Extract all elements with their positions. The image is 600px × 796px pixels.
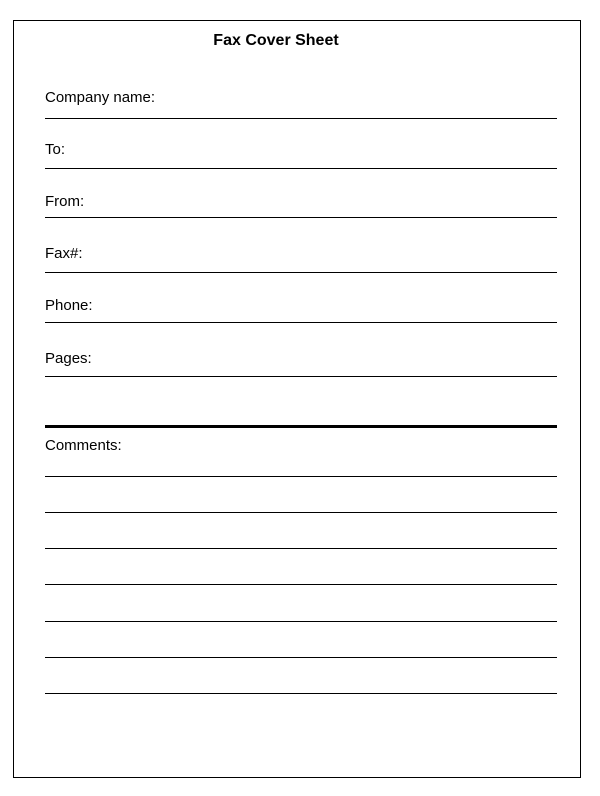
phone-line[interactable] [45,322,557,323]
comment-line[interactable] [45,584,557,585]
to-label: To: [45,141,66,158]
phone-label: Phone: [45,297,93,314]
company-name-line[interactable] [45,118,557,119]
comments-label: Comments: [45,437,122,454]
section-divider [45,425,557,428]
pages-label: Pages: [45,350,92,367]
from-line[interactable] [45,217,557,218]
page-title: Fax Cover Sheet [213,32,339,49]
comment-line[interactable] [45,512,557,513]
comment-line[interactable] [45,657,557,658]
pages-line[interactable] [45,376,557,377]
comment-line[interactable] [45,621,557,622]
comment-line[interactable] [45,548,557,549]
fax-number-line[interactable] [45,272,557,273]
comment-line[interactable] [45,693,557,694]
comment-line[interactable] [45,476,557,477]
fax-number-label: Fax#: [45,245,83,262]
from-label: From: [45,193,85,210]
company-name-label: Company name: [45,89,156,106]
to-line[interactable] [45,168,557,169]
fax-cover-sheet-border [13,20,581,778]
